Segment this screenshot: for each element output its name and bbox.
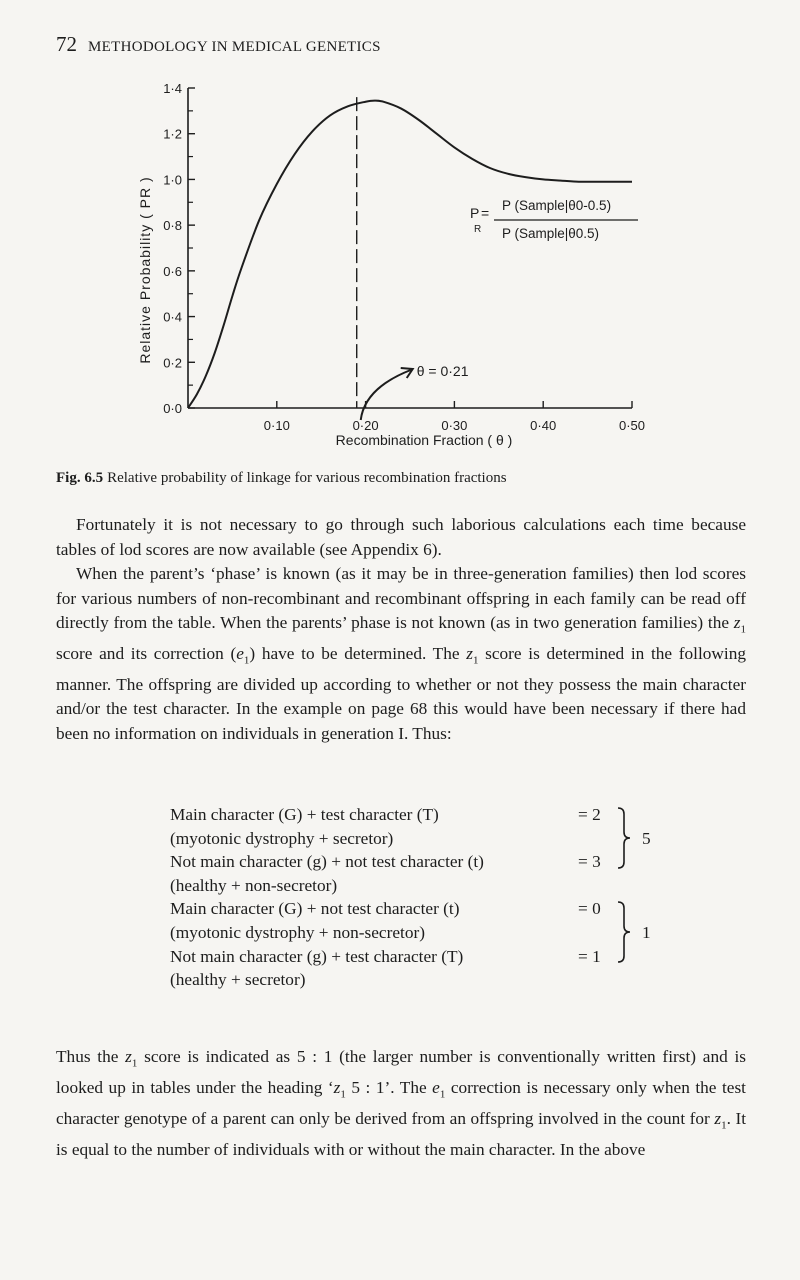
count-row [170,827,484,851]
formula-lhs: P [470,205,480,221]
y-tick-label: 0·8 [163,218,182,234]
count-label: (healthy + non-secretor) [170,875,338,895]
linkage-probability-chart [0,60,800,460]
peak-arrow [361,368,413,420]
probability-curve [188,101,632,408]
count-row [170,945,601,969]
x-tick-label: 0·50 [618,418,646,433]
x-tick-label: 0·10 [263,418,290,433]
count-label: Main character (G) + test character (T) [170,805,439,824]
y-tick-label: 0·6 [163,263,182,279]
figure-caption-text: Relative probability of linkage for various recombination fractions [107,470,507,486]
x-tick-label: 0·40 [530,418,557,433]
count-row [170,968,484,992]
count-label: Not main character (g) + not test character (t) [170,852,484,872]
body-paragraph-1: Fortunately it is not necessary to go through such laborious calculations each time because tables of lod scores are now available (see Appendix 6). [56,515,746,559]
body-paragraph-1-block [56,513,746,746]
running-title: METHODOLOGY IN MEDICAL GENETICS [88,39,381,55]
count-value: = 0 [578,899,601,919]
body-paragraph-3: Thus the $z_1$ score is indicated as 5 : 1 (the larger number is conventionally written first) and is looked up in tables under the heading ‘$z_1$ 5 : 1’. The $e_1$ correction is necessary only when the test character genotype of a parent can only be derived from an offspring involved in the count for $z_1$. It is equal to the number of individuals with or without the main character. In the above [56,1047,747,1159]
count-label: Main character (G) + not test character (t) [170,899,460,919]
body-paragraph-2: When the parent’s ‘phase’ is known (as it may be in three-generation families) then lod scores for various numbers of non-recombinant and recombinant offspring in each family can be read off directly from the table. When the parents’ phase is not known (as in two generation families) the $z_1$ score and its correction $(e_1)$ have to be determined. The $z_1$ score is determined in the following manner. The offspring are divided up according to whether or not they possess the main character and/or the test character. In the example on page 68 this would have been necessary if there had been no information on individuals in generation I. Thus: [56,564,746,743]
figure [0,60,800,465]
formula-lhs-sub: R [474,224,482,235]
character-count-table [170,803,651,992]
y-tick-label: 1·0 [163,172,182,188]
y-axis-label: Relative Probability ( PR ) [137,176,153,364]
page-header [56,32,381,57]
y-tick-label: 0·2 [163,355,182,371]
formula-numerator: P (Sample|θ0-0.5) [502,198,612,213]
formula-denominator: P (Sample|θ0.5) [502,226,600,241]
count-label: (healthy + secretor) [170,970,306,990]
x-tick-label: 0·20 [352,418,379,433]
page-number: 72 [56,32,77,56]
count-label: (myotonic dystrophy + non-secretor) [170,922,425,942]
y-tick-label: 1·2 [163,126,182,142]
count-row [170,897,601,921]
figure-caption [56,470,507,487]
group-total-1: 5 [642,829,651,848]
y-tick-label: 1·4 [163,81,182,96]
group-brace-2 [616,900,634,964]
count-value: = 1 [578,946,601,966]
formula [470,198,638,241]
count-value: = 2 [578,805,601,824]
y-tick-label: 0·0 [163,401,182,416]
body-paragraph-3-block [56,1045,746,1162]
count-label: Not main character (g) + test character (T) [170,946,464,966]
figure-label: Fig. 6.5 [56,470,104,486]
y-tick-label: 0·4 [163,309,182,325]
x-tick-label: 0·30 [441,418,468,433]
count-row [170,803,601,827]
count-row [170,850,601,874]
count-label: (myotonic dystrophy + secretor) [170,828,394,848]
count-row [170,921,484,945]
group-total-2: 1 [642,923,651,942]
x-axis-label: Recombination Fraction ( θ ) [335,432,513,448]
count-row [170,874,484,898]
count-value: = 3 [578,852,601,872]
group-brace-1 [616,806,634,870]
peak-label: θ = 0·21 [416,363,469,379]
formula-eq: = [481,205,490,221]
